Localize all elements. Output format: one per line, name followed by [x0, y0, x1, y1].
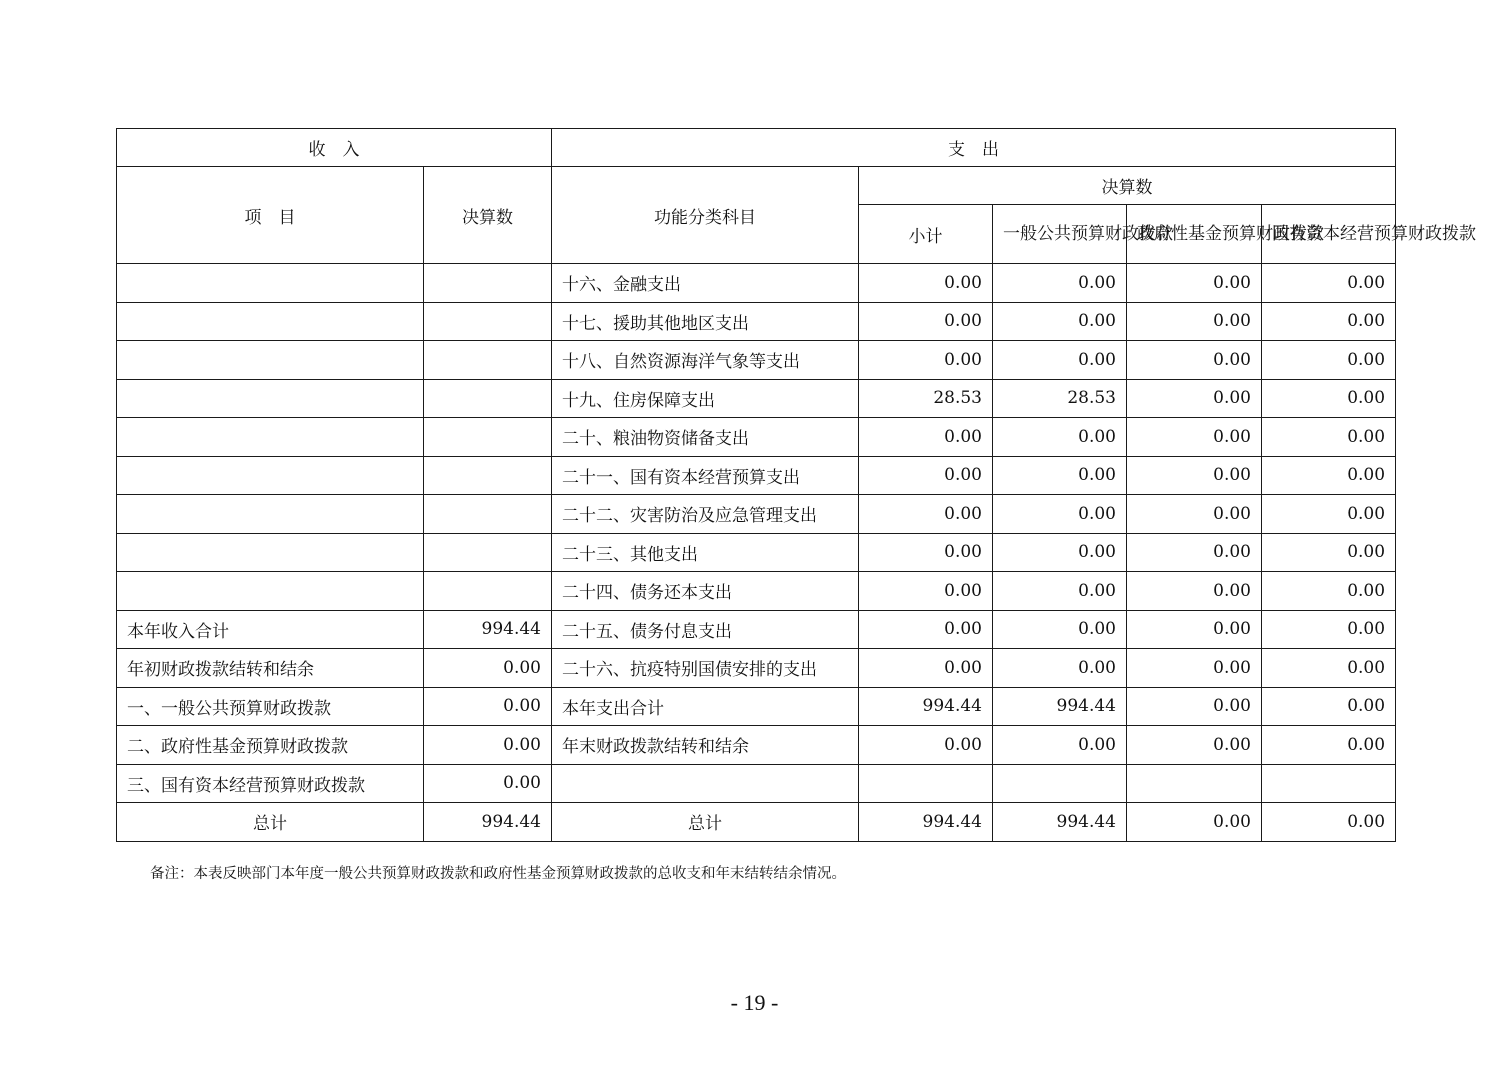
subtotal-value: 0.00 [859, 341, 993, 380]
page-number: - 19 - [730, 990, 779, 1015]
state-capital-value: 0.00 [1262, 341, 1396, 380]
subtotal-value: 0.00 [859, 456, 993, 495]
expense-item: 二十六、抗疫特别国债安排的支出 [552, 649, 859, 688]
table-row [117, 302, 1396, 341]
subtotal-value: 0.00 [859, 302, 993, 341]
general-public-value: 0.00 [993, 649, 1127, 688]
subtotal-value: 994.44 [859, 687, 993, 726]
state-capital-value: 0.00 [1262, 649, 1396, 688]
state-capital-value: 0.00 [1262, 533, 1396, 572]
gov-fund-value: 0.00 [1127, 495, 1262, 534]
income-item [117, 456, 424, 495]
subtotal-value: 0.00 [859, 572, 993, 611]
income-item: 一、一般公共预算财政拨款 [117, 687, 424, 726]
table-row [117, 572, 1396, 611]
income-value [424, 264, 552, 303]
income-item [117, 572, 424, 611]
subtotal-value: 0.00 [859, 264, 993, 303]
total-general: 994.44 [993, 803, 1127, 842]
income-value [424, 341, 552, 380]
state-capital-value: 0.00 [1262, 302, 1396, 341]
gov-fund-header: 政府性基金预算财政拨款 [1127, 205, 1262, 264]
gov-fund-value: 0.00 [1127, 726, 1262, 765]
general-public-value: 0.00 [993, 533, 1127, 572]
general-public-value: 0.00 [993, 456, 1127, 495]
function-category-header: 功能分类科目 [552, 167, 859, 264]
income-value: 0.00 [424, 687, 552, 726]
expense-item: 本年支出合计 [552, 687, 859, 726]
table-row [117, 379, 1396, 418]
state-capital-value: 0.00 [1262, 726, 1396, 765]
income-item [117, 302, 424, 341]
state-capital-value: 0.00 [1262, 687, 1396, 726]
income-value [424, 572, 552, 611]
table-row [117, 610, 1396, 649]
table-note: 备注：本表反映部门本年度一般公共预算财政拨款和政府性基金预算财政拨款的总收支和年末结转结余情况。 [150, 866, 846, 882]
table-row [117, 726, 1396, 765]
income-item: 本年收入合计 [117, 610, 424, 649]
gov-fund-value: 0.00 [1127, 379, 1262, 418]
table-row [117, 341, 1396, 380]
expense-item: 十六、金融支出 [552, 264, 859, 303]
income-item [117, 379, 424, 418]
general-public-value: 0.00 [993, 264, 1127, 303]
subtotal-value: 28.53 [859, 379, 993, 418]
expense-item: 二十二、灾害防治及应急管理支出 [552, 495, 859, 534]
general-public-value: 0.00 [993, 341, 1127, 380]
general-public-value: 28.53 [993, 379, 1127, 418]
table-row [117, 649, 1396, 688]
income-item: 年初财政拨款结转和结余 [117, 649, 424, 688]
income-value [424, 302, 552, 341]
state-capital-value: 0.00 [1262, 610, 1396, 649]
table-row [117, 495, 1396, 534]
income-item: 二、政府性基金预算财政拨款 [117, 726, 424, 765]
state-capital-value: 0.00 [1262, 379, 1396, 418]
subtotal-value: 0.00 [859, 418, 993, 457]
income-item [117, 418, 424, 457]
expense-item: 十七、援助其他地区支出 [552, 302, 859, 341]
final-amount-header: 决算数 [859, 167, 1396, 205]
gov-fund-value: 0.00 [1127, 533, 1262, 572]
subtotal-value [859, 764, 993, 803]
state-capital-value [1262, 764, 1396, 803]
table-row [117, 764, 1396, 803]
income-amount-header: 决算数 [424, 167, 552, 264]
income-value [424, 456, 552, 495]
table-row [117, 687, 1396, 726]
table-row [117, 264, 1396, 303]
income-value: 0.00 [424, 764, 552, 803]
general-public-value: 0.00 [993, 726, 1127, 765]
total-capital: 0.00 [1262, 803, 1396, 842]
income-value [424, 379, 552, 418]
general-public-value: 0.00 [993, 302, 1127, 341]
state-capital-value: 0.00 [1262, 456, 1396, 495]
expense-item: 二十一、国有资本经营预算支出 [552, 456, 859, 495]
fiscal-budget-table [116, 128, 1476, 842]
income-header: 收 入 [117, 129, 552, 167]
total-fund: 0.00 [1127, 803, 1262, 842]
total-row [117, 803, 1396, 842]
gov-fund-value [1127, 764, 1262, 803]
general-public-value: 0.00 [993, 495, 1127, 534]
subtotal-value: 0.00 [859, 610, 993, 649]
gov-fund-value: 0.00 [1127, 418, 1262, 457]
expense-total-label: 总计 [552, 803, 859, 842]
income-item [117, 533, 424, 572]
income-item [117, 264, 424, 303]
gov-fund-value: 0.00 [1127, 264, 1262, 303]
income-value: 994.44 [424, 610, 552, 649]
expense-header: 支 出 [552, 129, 1396, 167]
expense-item: 二十、粮油物资储备支出 [552, 418, 859, 457]
expense-item: 年末财政拨款结转和结余 [552, 726, 859, 765]
table-body [117, 264, 1396, 803]
table-row [117, 418, 1396, 457]
income-item [117, 341, 424, 380]
state-capital-value: 0.00 [1262, 572, 1396, 611]
expense-item: 十八、自然资源海洋气象等支出 [552, 341, 859, 380]
subtotal-value: 0.00 [859, 726, 993, 765]
subtotal-value: 0.00 [859, 533, 993, 572]
state-capital-header: 国有资本经营预算财政拨款 [1262, 205, 1396, 264]
gov-fund-value: 0.00 [1127, 687, 1262, 726]
income-value [424, 495, 552, 534]
general-public-value: 0.00 [993, 418, 1127, 457]
subtotal-value: 0.00 [859, 495, 993, 534]
general-public-value [993, 764, 1127, 803]
income-value: 0.00 [424, 649, 552, 688]
gov-fund-value: 0.00 [1127, 610, 1262, 649]
state-capital-value: 0.00 [1262, 264, 1396, 303]
subtotal-header: 小计 [859, 205, 993, 264]
table-row [117, 533, 1396, 572]
general-public-value: 0.00 [993, 610, 1127, 649]
income-total-label: 总计 [117, 803, 424, 842]
income-item: 三、国有资本经营预算财政拨款 [117, 764, 424, 803]
income-value [424, 533, 552, 572]
gov-fund-value: 0.00 [1127, 649, 1262, 688]
expense-item: 二十四、债务还本支出 [552, 572, 859, 611]
subtotal-value: 0.00 [859, 649, 993, 688]
gov-fund-value: 0.00 [1127, 302, 1262, 341]
income-item [117, 495, 424, 534]
income-value [424, 418, 552, 457]
state-capital-value: 0.00 [1262, 495, 1396, 534]
expense-item: 二十五、债务付息支出 [552, 610, 859, 649]
expense-item: 二十三、其他支出 [552, 533, 859, 572]
gov-fund-value: 0.00 [1127, 456, 1262, 495]
gov-fund-value: 0.00 [1127, 572, 1262, 611]
expense-item: 十九、住房保障支出 [552, 379, 859, 418]
general-public-value: 0.00 [993, 572, 1127, 611]
total-subtotal: 994.44 [859, 803, 993, 842]
item-header: 项 目 [117, 167, 424, 264]
general-public-value: 994.44 [993, 687, 1127, 726]
table-row [117, 456, 1396, 495]
general-public-header: 一般公共预算财政拨款 [993, 205, 1127, 264]
state-capital-value: 0.00 [1262, 418, 1396, 457]
expense-item [552, 764, 859, 803]
income-total-value: 994.44 [424, 803, 552, 842]
gov-fund-value: 0.00 [1127, 341, 1262, 380]
income-value: 0.00 [424, 726, 552, 765]
